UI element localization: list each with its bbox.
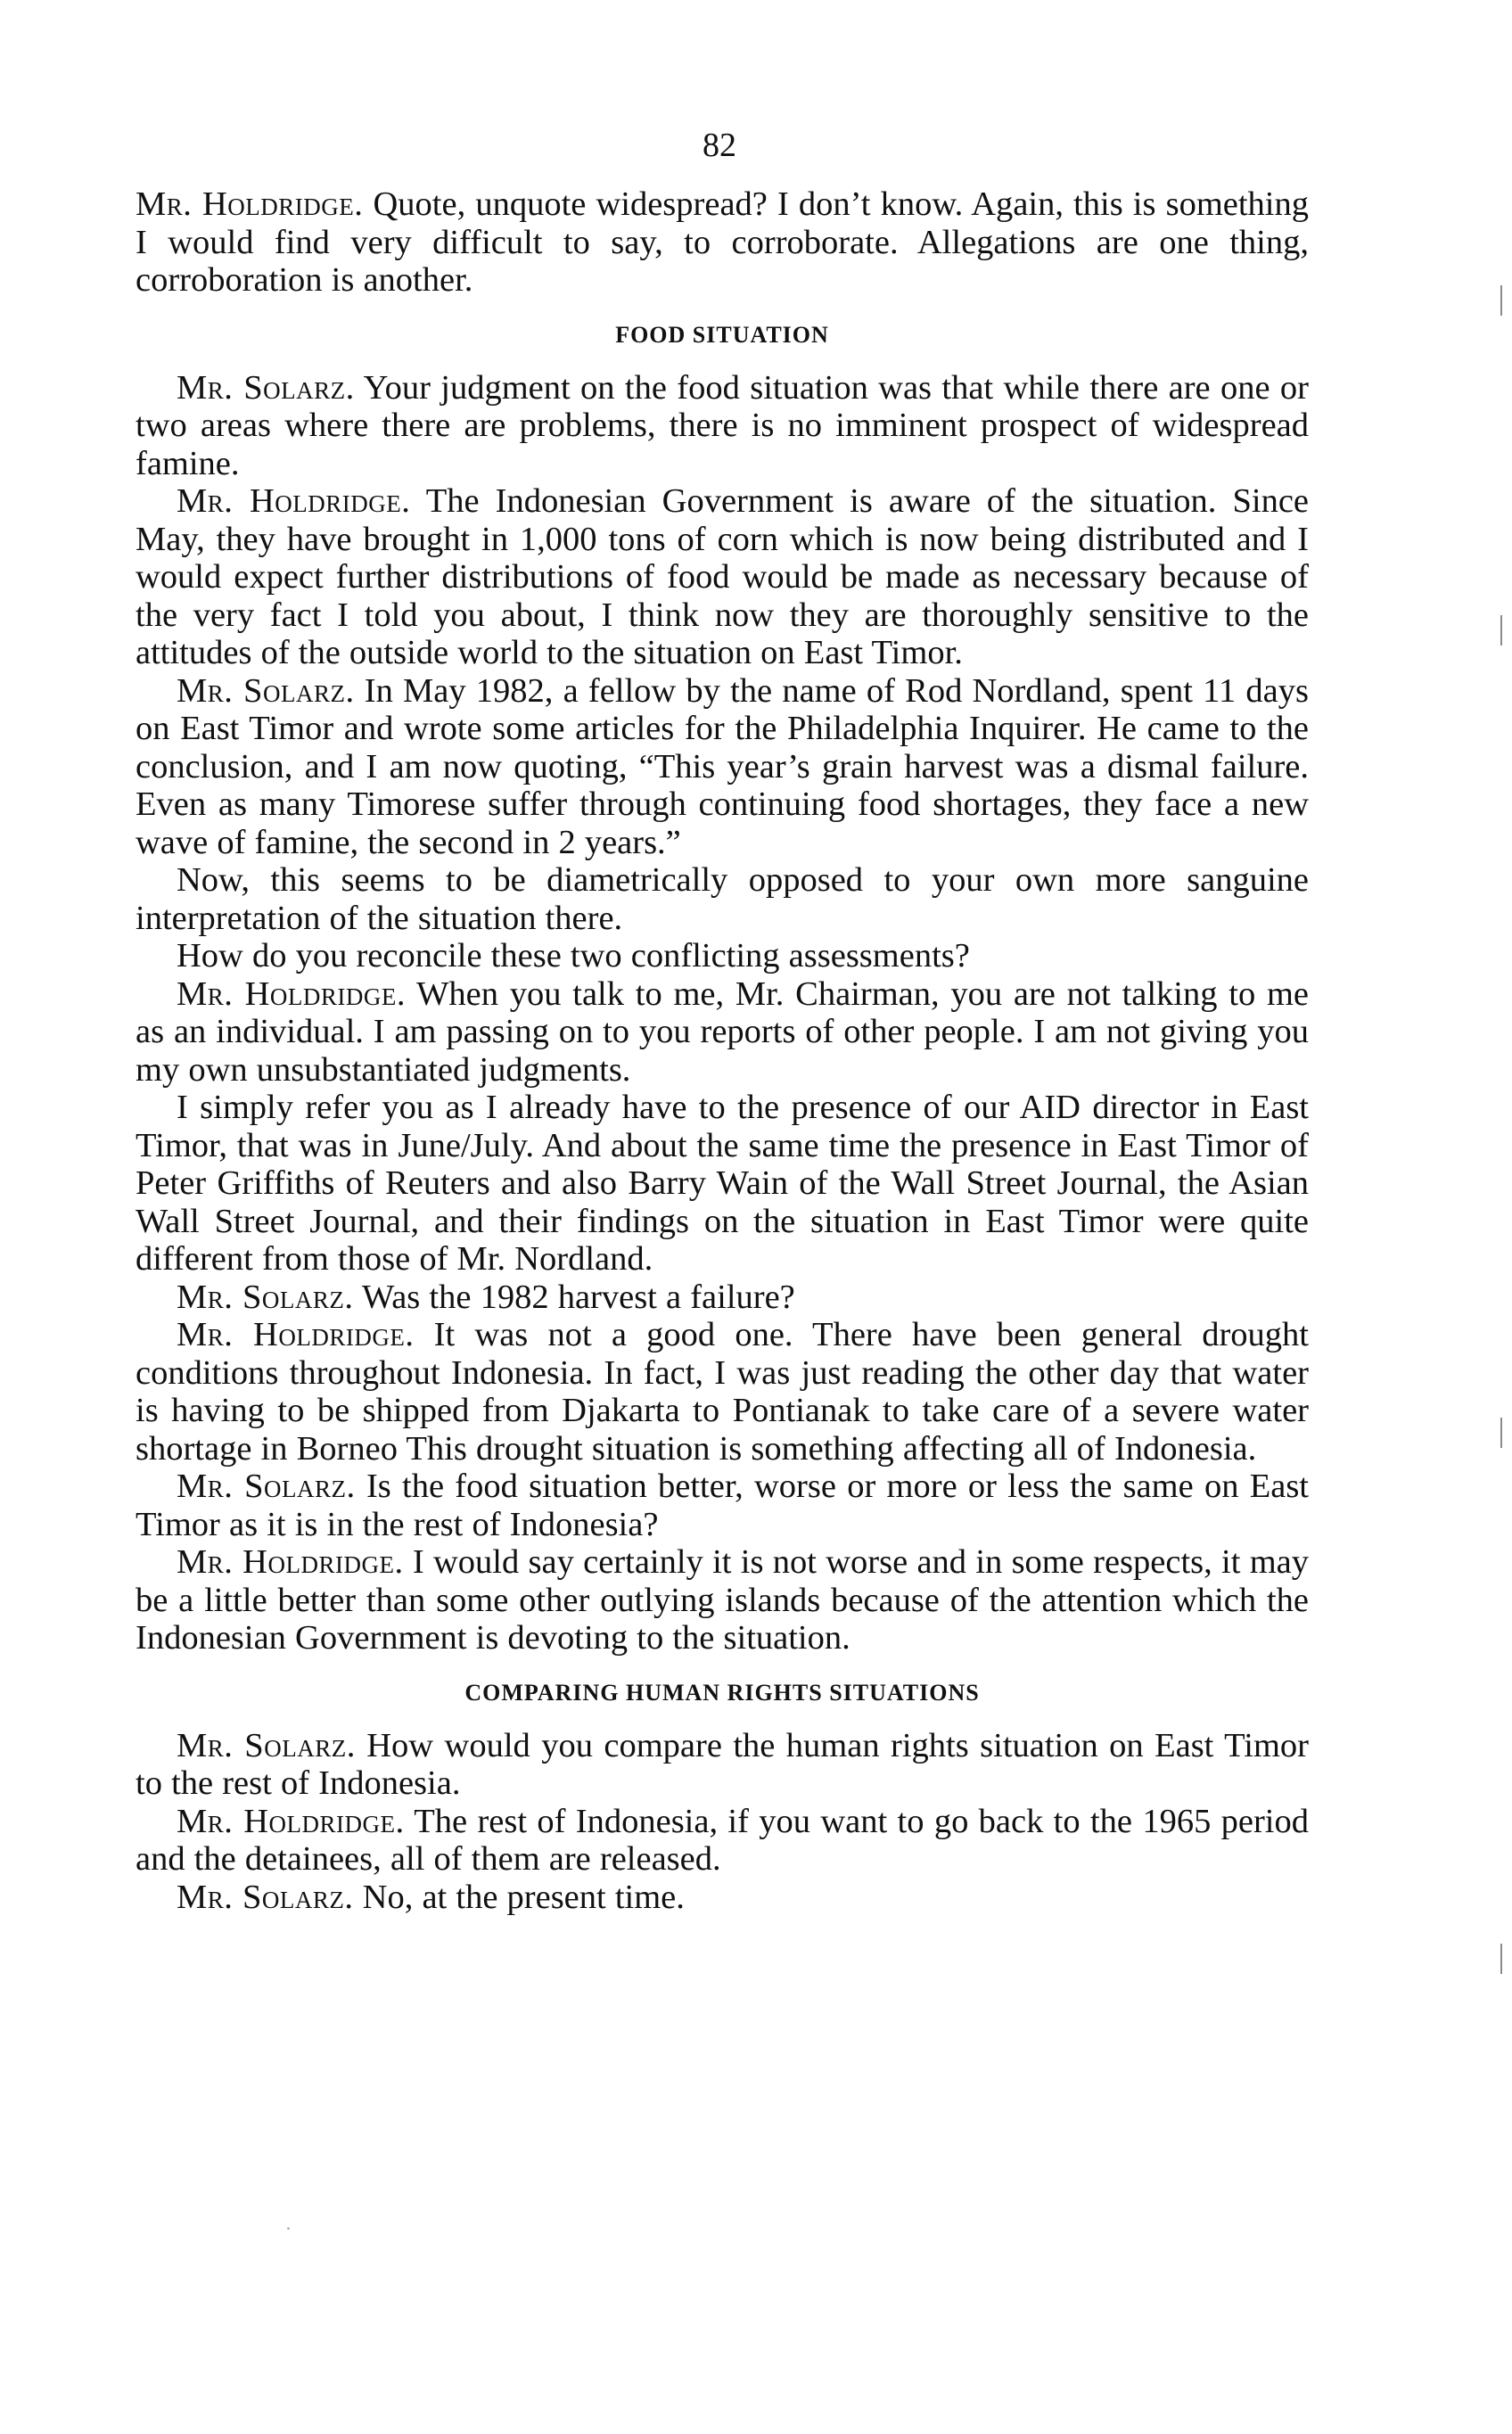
paragraph-text: When you talk to me, Mr. Chairman, you are not talking to me as an individual. I am passing on to you reports of other people. I am not giving you my own unsubstantiated judgments. <box>136 974 1309 1089</box>
speaker-name: Mr. Holdridge. <box>177 1802 405 1840</box>
paragraph-text: Your judgment on the food situation was that while there are one or two areas where there are problems, there is no imminent prospect of widespread famine. <box>136 368 1309 482</box>
paragraph-text: The rest of Indonesia, if you want to go back to the 1965 period and the detainees, all of them are released. <box>136 1802 1310 1878</box>
speaker-name: Mr. Holdridge. <box>177 482 411 520</box>
paragraph-text: I simply refer you as I already have to the presence of our AID director in East Timor, that was in June/July. And about the same time the presence in East Timor of Peter Griffiths of Reuters and also Barry Wain of the Wall Street Journal, the Asian Wall Street Journal, and their findings on the situation in East Timor were quite different from those of Mr. Nordland. <box>136 1089 1309 1278</box>
speaker-name: Mr. Solarz. <box>177 1468 356 1505</box>
speaker-name: Mr. Holdridge. <box>177 1543 404 1581</box>
speaker-name: Mr. Holdridge. <box>177 1316 415 1353</box>
scan-edge-mark <box>1500 1944 1502 1974</box>
paragraph <box>136 672 1309 862</box>
paragraph-text: How would you compare the human rights situation on East Timor to the rest of Indonesia. <box>136 1726 1309 1802</box>
speaker-name: Mr. Solarz. <box>177 671 355 710</box>
paragraph <box>136 1316 1309 1468</box>
speaker-name: Mr. Holdridge. <box>136 185 364 223</box>
paragraph-text: The Indonesian Government is aware of the situation. Since May, they have brought in 1,000 tons of corn which is now being distributed and I would expect further distributions of food would be made as necessary because of the very fact I told you about, I think now they are thoroughly sensitive to the attitudes of the outside world to the situation on East Timor. <box>136 482 1309 671</box>
speaker-name: Mr. Solarz. <box>177 368 355 407</box>
paragraph <box>136 185 1309 300</box>
paragraph-text: Quote, unquote widespread? I don’t know. Again, this is something I would find very difficult to say, to corroborate. Allegations are one thing, corroboration is another. <box>136 185 1309 299</box>
paragraph <box>136 975 1309 1090</box>
paragraph-text: Was the 1982 harvest a failure? <box>353 1278 795 1316</box>
paragraph-text: I would say certainly it is not worse and in some respects, it may be a little better than some other outlying islands because of the attention which the Indonesian Government is devoting to the situation. <box>136 1543 1309 1657</box>
paragraph <box>136 1727 1309 1803</box>
paragraph-text: It was not a good one. There have been general drought conditions throughout Indonesia. In fact, I was just reading the other day that water is having to be shipped from Djakarta to Pontianak to take care of a severe water shortage in Borneo This drought situation is something affecting all of Indonesia. <box>136 1316 1309 1468</box>
speaker-name: Mr. Solarz. <box>177 1878 354 1916</box>
scan-speck <box>287 2227 290 2230</box>
paragraph <box>136 1089 1309 1279</box>
scan-edge-mark <box>1500 1418 1502 1448</box>
paragraph-text: Now, this seems to be diametrically opposed to your own more sanguine interpretation of the situation there. <box>136 861 1309 937</box>
paragraph <box>136 937 1309 975</box>
paragraph-text: How do you reconcile these two conflicting assessments? <box>177 937 970 974</box>
speaker-name: Mr. Solarz. <box>177 1726 356 1764</box>
speaker-name: Mr. Solarz. <box>177 1278 354 1316</box>
paragraph-text: In May 1982, a fellow by the name of Rod Nordland, spent 11 days on East Timor and wrote some articles for the Philadelphia Inquirer. He came to the conclusion, and I am now quoting, “This year’s grain harvest was a dismal failure. Even as many Timorese suffer through continuing food shortages, they face a new wave of famine, the second in 2 years.” <box>136 671 1310 861</box>
paragraph <box>136 1279 1309 1317</box>
paragraph <box>136 1879 1309 1917</box>
paragraph <box>136 369 1309 483</box>
transcript-body <box>136 185 1309 1916</box>
section-heading-comparing-human-rights: COMPARING HUMAN RIGHTS SITUATIONS <box>464 1679 980 1706</box>
paragraph <box>136 1803 1309 1879</box>
paragraph <box>136 861 1309 937</box>
page-number: 82 <box>703 127 736 164</box>
section-heading-food-situation: FOOD SITUATION <box>615 321 829 348</box>
paragraph <box>136 482 1309 672</box>
speaker-name: Mr. Holdridge. <box>177 974 407 1013</box>
paragraph <box>136 1468 1309 1543</box>
paragraph-text: No, at the present time. <box>353 1878 685 1916</box>
scan-edge-mark <box>1500 285 1502 316</box>
paragraph-text: Is the food situation better, worse or more or less the same on East Timor as it is in the rest of Indonesia? <box>136 1468 1309 1543</box>
paragraph <box>136 1543 1309 1657</box>
scan-edge-mark <box>1500 615 1502 646</box>
